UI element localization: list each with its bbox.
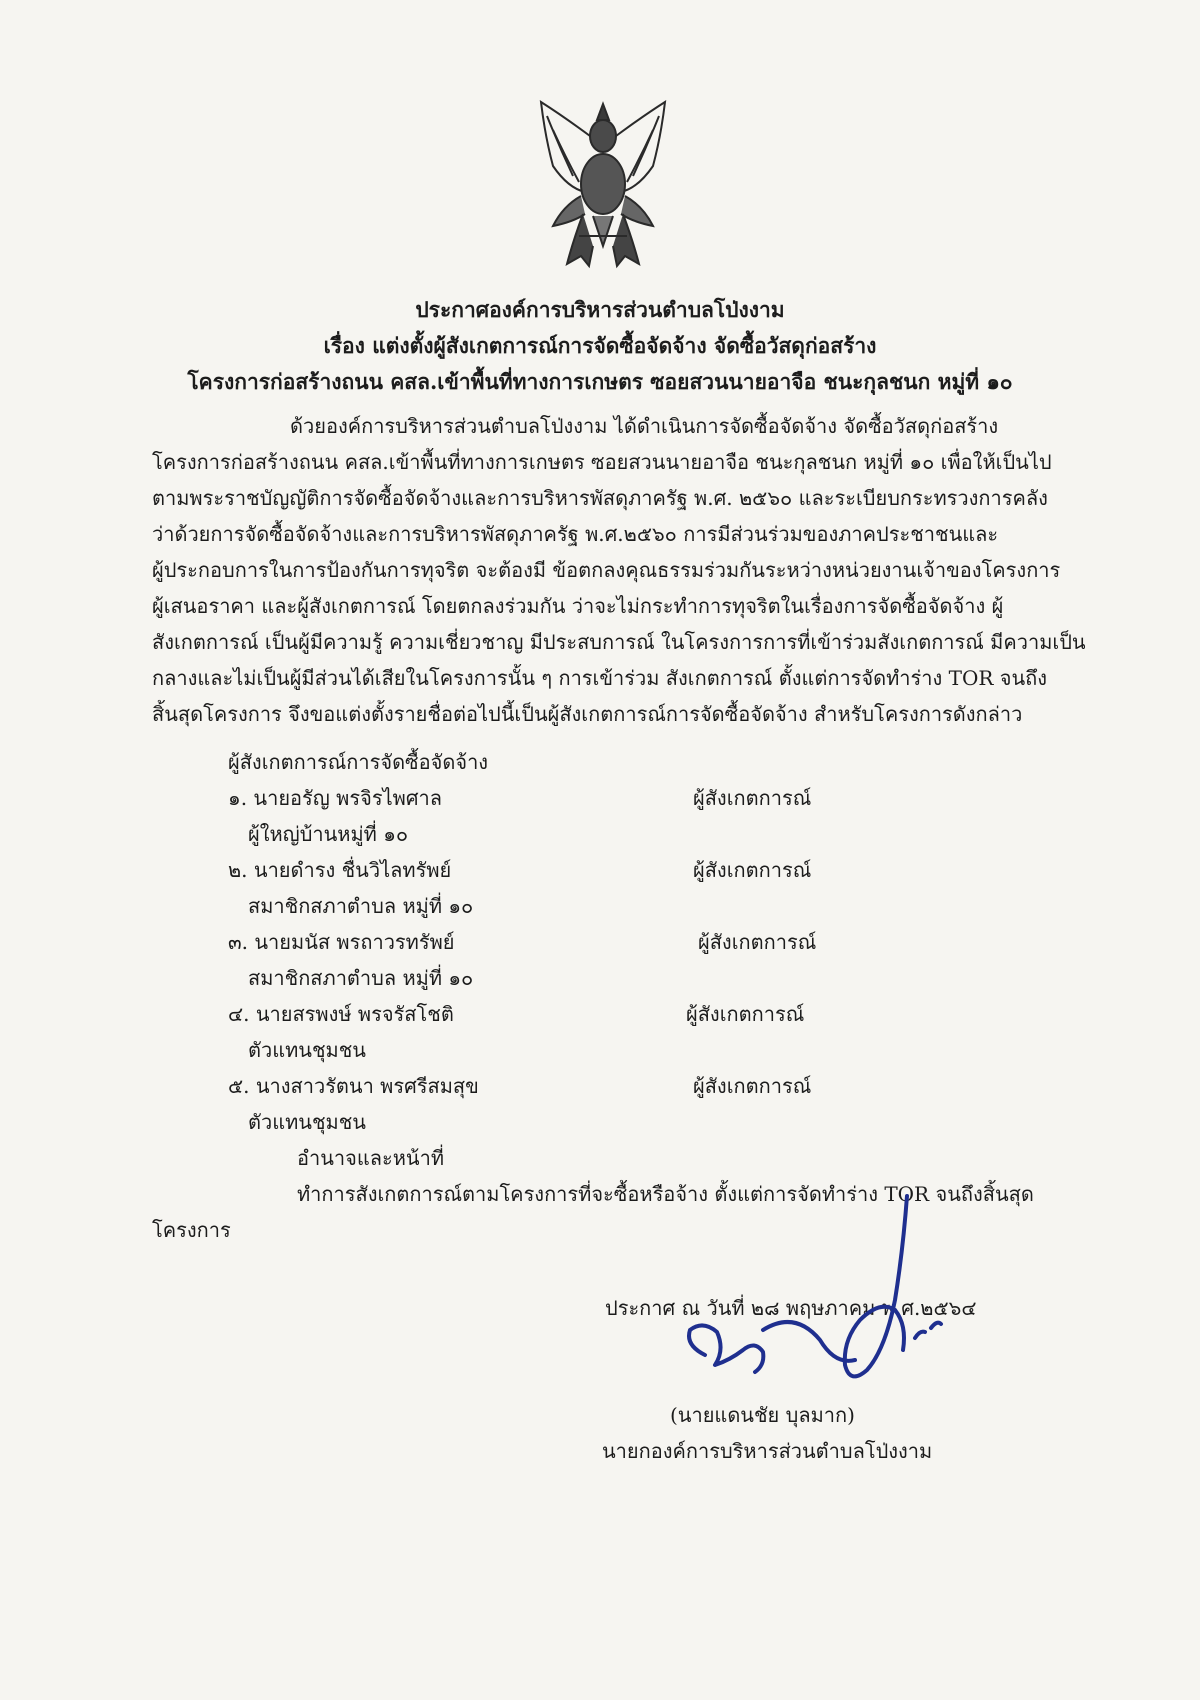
duties-line: ทำการสังเกตการณ์ตามโครงการที่จะซื้อหรือจ้าง ตั้งแต่การจัดทำร่าง TOR จนถึงสิ้นสุด: [297, 1182, 1034, 1206]
observer-name: ๔. นายสรพงษ์ พรจรัสโชติ: [228, 1002, 454, 1026]
observer-item: [228, 924, 928, 996]
observer-name: ๑. นายอรัญ พรจิรไพศาล: [228, 786, 442, 810]
observer-item: [228, 852, 928, 924]
observer-name: ๓. นายมนัส พรถาวรทรัพย์: [228, 930, 455, 954]
body-line: ด้วยองค์การบริหารส่วนตำบลโป่งงาม ได้ดำเนินการจัดซื้อจัดจ้าง จัดซื้อวัสดุก่อสร้าง: [290, 414, 999, 438]
duties-line: โครงการ: [152, 1218, 231, 1242]
announcement-date: ประกาศ ณ วันที่ ๒๘ พฤษภาคม พ.ศ.๒๕๖๔: [605, 1296, 977, 1320]
observer-list-header: ผู้สังเกตการณ์การจัดซื้อจัดจ้าง: [228, 750, 489, 774]
observer-role: ผู้สังเกตการณ์: [693, 1074, 812, 1098]
observer-position: สมาชิกสภาตำบล หมู่ที่ ๑๐: [248, 894, 474, 918]
body-line: ตามพระราชบัญญัติการจัดซื้อจัดจ้างและการบริหารพัสดุภาครัฐ พ.ศ. ๒๕๖๐ และระเบียบกระทรวงการคลัง: [152, 486, 1048, 510]
observer-position: ผู้ใหญ่บ้านหมู่ที่ ๑๐: [248, 822, 409, 846]
observer-name: ๕. นางสาวรัตนา พรศรีสมสุข: [228, 1074, 479, 1098]
observer-role: ผู้สังเกตการณ์: [686, 1002, 805, 1026]
observer-item: [228, 996, 928, 1068]
title-line-2: เรื่อง แต่งตั้งผู้สังเกตการณ์การจัดซื้อจัดจ้าง จัดซื้อวัสดุก่อสร้าง: [323, 333, 877, 358]
body-line: โครงการก่อสร้างถนน คสล.เข้าพื้นที่ทางการเกษตร ซอยสวนนายอาจือ ชนะกุลชนก หมู่ที่ ๑๐ เพื่อให้เป็นไป: [152, 450, 1052, 474]
observer-name: ๒. นายดำรง ชื่นวิไลทรัพย์: [228, 858, 452, 882]
duties-heading: อำนาจและหน้าที่: [297, 1146, 445, 1170]
observer-position: สมาชิกสภาตำบล หมู่ที่ ๑๐: [248, 966, 474, 990]
garuda-emblem-icon: [523, 96, 683, 274]
observer-role: ผู้สังเกตการณ์: [698, 930, 817, 954]
observer-role: ผู้สังเกตการณ์: [693, 786, 812, 810]
handwritten-signature: [645, 1160, 975, 1430]
observer-role: ผู้สังเกตการณ์: [693, 858, 812, 882]
signer-name: (นายแดนชัย บุลมาก): [670, 1403, 855, 1427]
body-line: ว่าด้วยการจัดซื้อจัดจ้างและการบริหารพัสดุภาครัฐ พ.ศ.๒๕๖๐ การมีส่วนร่วมของภาคประชาชนและ: [152, 522, 999, 546]
observer-position: ตัวแทนชุมชน: [248, 1038, 366, 1062]
signer-title: นายกองค์การบริหารส่วนตำบลโป่งงาม: [602, 1439, 933, 1463]
body-line: สิ้นสุดโครงการ จึงขอแต่งตั้งรายชื่อต่อไปนี้เป็นผู้สังเกตการณ์การจัดซื้อจัดจ้าง สำหรับโครงการดังกล่าว: [152, 702, 1023, 726]
title-line-3: โครงการก่อสร้างถนน คสล.เข้าพื้นที่ทางการเกษตร ซอยสวนนายอาจือ ชนะกุลชนก หมู่ที่ ๑๐: [187, 369, 1013, 394]
document-title-block: [0, 292, 1200, 400]
body-paragraph: [152, 408, 1086, 732]
observer-position: ตัวแทนชุมชน: [248, 1110, 366, 1134]
observer-item: [228, 780, 928, 852]
body-line: กลางและไม่เป็นผู้มีส่วนได้เสียในโครงการนั้น ๆ การเข้าร่วม สังเกตการณ์ ตั้งแต่การจัดทำร่าง TOR จนถึง: [152, 666, 1048, 690]
observer-item: [228, 1068, 928, 1140]
body-line: ผู้ประกอบการในการป้องกันการทุจริต จะต้องมี ข้อตกลงคุณธรรมร่วมกันระหว่างหน่วยงานเจ้าของโครงการ: [152, 558, 1061, 582]
title-line-1: ประกาศองค์การบริหารส่วนตำบลโป่งงาม: [415, 297, 785, 322]
body-line: ผู้เสนอราคา และผู้สังเกตการณ์ โดยตกลงร่วมกัน ว่าจะไม่กระทำการทุจริตในเรื่องการจัดซื้อจัดจ้าง ผู้: [152, 594, 1004, 618]
body-line: สังเกตการณ์ เป็นผู้มีความรู้ ความเชี่ยวชาญ มีประสบการณ์ ในโครงการการที่เข้าร่วมสังเกตการณ์ มีความเป็น: [152, 630, 1086, 654]
